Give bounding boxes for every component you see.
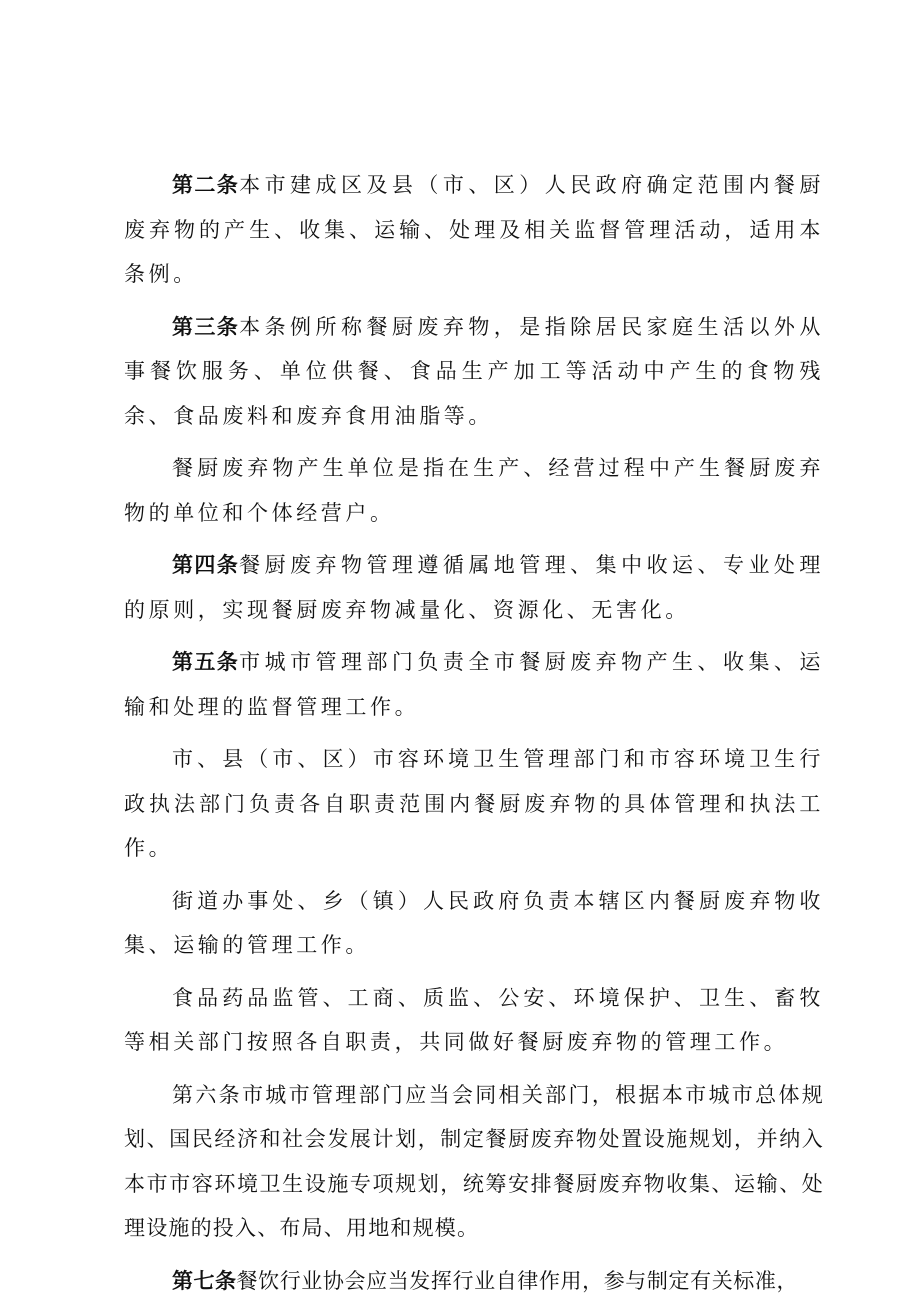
paragraph-text: 本条例所称餐厨废弃物，是指除居民家庭生活以外从事餐饮服务、单位供餐、食品生产加工等活动中产生的食物残余、食品废料和废弃食用油脂等。 (124, 315, 824, 428)
article-heading: 第二条 (172, 173, 239, 197)
paragraph-article-3-clause (124, 446, 824, 535)
document-page (124, 163, 824, 1303)
paragraph-article-4 (124, 543, 824, 632)
paragraph-article-6 (124, 1073, 824, 1251)
article-heading: 第七条 (172, 1269, 237, 1293)
paragraph-text: 餐厨废弃物产生单位是指在生产、经营过程中产生餐厨废弃物的单位和个体经营户。 (124, 456, 824, 525)
paragraph-text: 街道办事处、乡（镇）人民政府负责本辖区内餐厨废弃物收集、运输的管理工作。 (124, 889, 824, 958)
article-heading: 第五条 (172, 650, 239, 674)
paragraph-article-5 (124, 640, 824, 729)
paragraph-text: 第六条市城市管理部门应当会同相关部门，根据本市城市总体规划、国民经济和社会发展计划，制定餐厨废弃物处置设施规划，并纳入本市市容环境卫生设施专项规划，统筹安排餐厨废弃物收集、运输、处理设施的投入、布局、用地和规模。 (124, 1083, 824, 1241)
paragraph-text: 食品药品监管、工商、质监、公安、环境保护、卫生、畜牧等相关部门按照各自职责，共同做好餐厨废弃物的管理工作。 (124, 986, 824, 1055)
paragraph-text: 本市建成区及县（市、区）人民政府确定范围内餐厨废弃物的产生、收集、运输、处理及相关监督管理活动，适用本条例。 (124, 173, 824, 286)
paragraph-text: 市城市管理部门负责全市餐厨废弃物产生、收集、运输和处理的监督管理工作。 (124, 650, 824, 719)
paragraph-article-5-clause-3 (124, 879, 824, 968)
paragraph-article-3 (124, 305, 824, 439)
paragraph-article-5-clause-2 (124, 737, 824, 871)
paragraph-text: 市、县（市、区）市容环境卫生管理部门和市容环境卫生行政执法部门负责各自职责范围内餐厨废弃物的具体管理和执法工作。 (124, 747, 824, 860)
paragraph-text: 餐饮行业协会应当发挥行业自律作用，参与制定有关标准， (237, 1269, 799, 1293)
paragraph-article-2 (124, 163, 824, 297)
paragraph-article-7 (124, 1259, 824, 1303)
article-heading: 第三条 (172, 315, 239, 339)
paragraph-article-5-clause-4 (124, 976, 824, 1065)
paragraph-text: 餐厨废弃物管理遵循属地管理、集中收运、专业处理的原则，实现餐厨废弃物减量化、资源化、无害化。 (124, 553, 824, 622)
article-heading: 第四条 (172, 553, 239, 577)
